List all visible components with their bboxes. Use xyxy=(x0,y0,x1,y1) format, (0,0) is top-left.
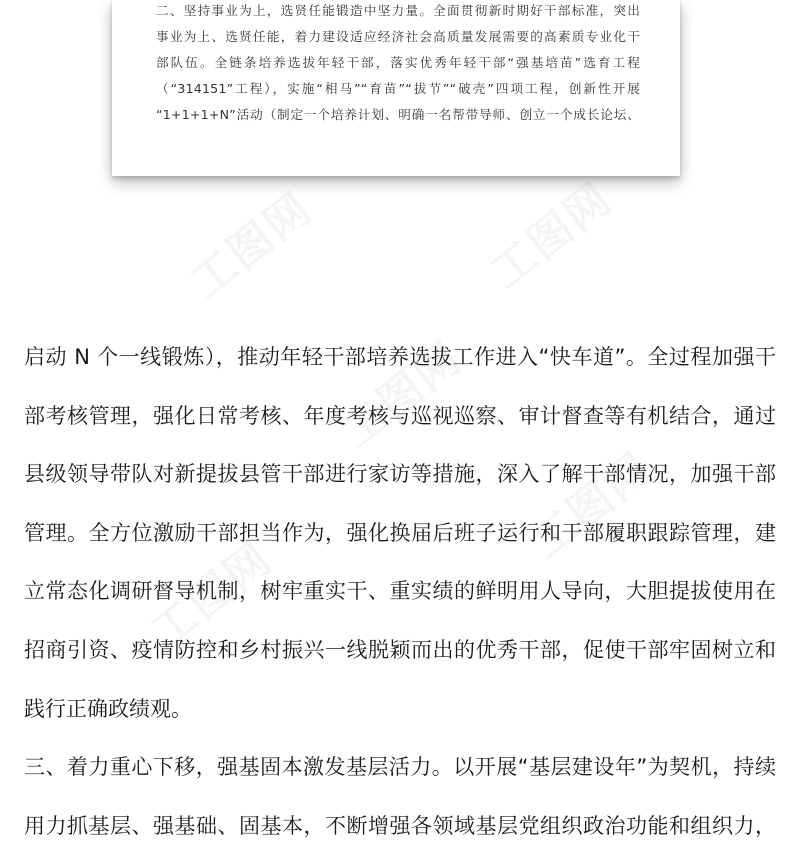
preview-line: 事业为上、选贤任能，着力建设适应经济社会高质量发展需要的高素质专业化干 xyxy=(156,29,640,44)
watermark: 工图网 xyxy=(331,332,472,459)
watermark: 工图网 xyxy=(481,172,622,299)
body-line: 立常态化调研督导机制，树牢重实干、重实绩的鲜明用人导向，大胆提拔使用在 xyxy=(24,579,776,604)
body-line: 县级领导带队对新提拔县管干部进行家访等措施，深入了解干部情况，加强干部 xyxy=(24,462,776,487)
preview-line: （“314151”工程），实施“相马”“育苗”“拔节”“破壳”四项工程，创新性开展 xyxy=(156,81,640,96)
body-line: 启动 N 个一线锻炼），推动年轻干部培养选拔工作进入“快车道”。全过程加强干 xyxy=(24,345,776,369)
body-line: 部考核管理，强化日常考核、年度考核与巡视巡察、审计督查等有机结合，通过 xyxy=(24,403,776,428)
document-preview-card xyxy=(112,0,680,176)
body-line: 管理。全方位激励干部担当作为，强化换届后班子运行和干部履职跟踪管理，建 xyxy=(24,520,776,545)
body-line: 三、着力重心下移，强基固本激发基层活力。以开展“基层建设年”为契机，持续 xyxy=(24,755,776,780)
preview-text xyxy=(156,0,640,128)
preview-line: 部队伍。全链条培养选拔年轻干部，落实优秀年轻干部“强基培苗”选育工程 xyxy=(156,55,640,70)
watermark: 工图网 xyxy=(521,442,662,569)
body-line: 用力抓基层、强基础、固基本，不断增强各领域基层党组织政治功能和组织力， xyxy=(24,813,776,838)
body-text xyxy=(24,328,776,855)
body-line: 招商引资、疫情防控和乡村振兴一线脱颖而出的优秀干部，促使干部牢固树立和 xyxy=(24,637,776,662)
watermark: 工图网 xyxy=(141,532,282,659)
preview-line: “1+1+1+N”活动（制定一个培养计划、明确一名帮带导师、创立一个成长论坛、 xyxy=(156,107,640,122)
preview-line: 二、坚持事业为上，选贤任能锻造中坚力量。全面贯彻新时期好干部标准，突出 xyxy=(156,3,640,18)
watermark: 工图网 xyxy=(181,182,322,309)
body-line: 践行正确政绩观。 xyxy=(24,696,192,721)
